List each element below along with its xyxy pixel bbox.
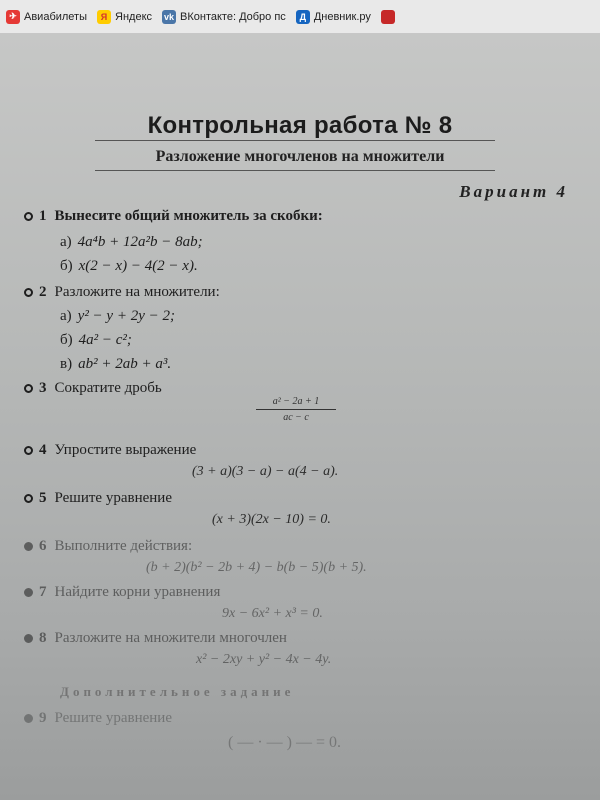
- bookmarks-bar: [0, 0, 600, 34]
- bookmark-aviabilety[interactable]: [6, 10, 87, 24]
- fraction-bar: [256, 409, 336, 410]
- task-number: 4: [39, 442, 47, 458]
- filled-marker-icon: [24, 634, 33, 643]
- circle-marker-icon: [24, 384, 33, 393]
- task-8-expression: x² − 2xy + y² − 4x − 4y.: [196, 652, 332, 667]
- bookmark-other[interactable]: [381, 10, 395, 24]
- task-5: [24, 490, 172, 507]
- task-8: [24, 630, 287, 647]
- page-subtitle: Разложение многочленов на множители: [155, 148, 445, 165]
- task-number: 9: [39, 710, 47, 726]
- task-text: Разложите на множители:: [54, 284, 220, 300]
- task-9: [24, 710, 172, 727]
- bookmark-yandex[interactable]: [97, 10, 152, 24]
- task-2-item-c: [60, 356, 171, 373]
- circle-marker-icon: [24, 494, 33, 503]
- task-number: 7: [39, 584, 47, 600]
- task-6: [24, 538, 192, 555]
- task-text: Сократите дробь: [54, 380, 162, 396]
- task-text: Найдите корни уравнения: [54, 584, 221, 600]
- item-label: а): [60, 234, 72, 250]
- item-label: б): [60, 332, 73, 348]
- task-7: [24, 584, 220, 601]
- task-number: 8: [39, 630, 47, 646]
- task-5-expression: (x + 3)(2x − 10) = 0.: [212, 512, 331, 527]
- filled-marker-icon: [24, 714, 33, 723]
- plane-icon: ✈: [6, 10, 20, 24]
- bookmark-label: ВКонтакте: Добро пс: [180, 10, 286, 23]
- item-label: в): [60, 356, 73, 372]
- task-7-expression: 9x − 6x² + x³ = 0.: [222, 606, 323, 621]
- task-number: 5: [39, 490, 47, 506]
- task-1-item-b: [60, 258, 198, 275]
- task-text: Решите уравнение: [54, 490, 172, 506]
- task-text: Разложите на множители многочлен: [54, 630, 287, 646]
- vk-icon: vk: [164, 11, 175, 22]
- bookmark-label: Дневник.ру: [313, 10, 371, 23]
- task-text: Решите уравнение: [54, 710, 172, 726]
- dnevnik-icon: Д: [296, 10, 310, 24]
- yandex-icon: Я: [97, 10, 111, 24]
- worksheet-page: [0, 34, 600, 800]
- fraction-denominator: ac − c: [283, 412, 309, 423]
- bookmark-label: Яндекс: [115, 10, 153, 23]
- task-number: 3: [39, 380, 47, 396]
- fraction: [256, 396, 336, 423]
- item-expression: x(2 − x) − 4(2 − x).: [78, 258, 198, 274]
- item-expression: 4a² − c²;: [78, 332, 132, 348]
- circle-marker-icon: [24, 288, 33, 297]
- task-4-expression: (3 + a)(3 − a) − a(4 − a).: [192, 464, 339, 479]
- bookmark-label: Авиабилеты: [24, 10, 88, 23]
- task-9-expression-blurred: ( — · — ) — = 0.: [228, 734, 342, 751]
- task-text: Упростите выражение: [54, 442, 197, 458]
- divider: [95, 170, 495, 171]
- extra-heading: Дополнительное задание: [60, 684, 295, 699]
- task-1: [24, 208, 323, 225]
- task-text: Выполните действия:: [54, 538, 193, 554]
- task-number: 6: [39, 538, 47, 554]
- task-2: [24, 284, 220, 301]
- task-1-item-a: [60, 234, 203, 251]
- filled-marker-icon: [24, 588, 33, 597]
- task-3: [24, 380, 162, 397]
- task-number: 1: [39, 208, 47, 224]
- task-text: Вынесите общий множитель за скобки:: [54, 208, 323, 224]
- task-2-item-b: [60, 332, 132, 349]
- divider: [95, 140, 495, 141]
- task-2-item-a: [60, 308, 175, 325]
- task-6-expression: (b + 2)(b² − 2b + 4) − b(b − 5)(b + 5).: [146, 560, 367, 575]
- bookmark-dnevnik[interactable]: [296, 10, 371, 24]
- item-expression: y² − y + 2y − 2;: [77, 308, 175, 324]
- bookmark-vk[interactable]: [162, 10, 286, 24]
- item-label: а): [60, 308, 72, 324]
- variant-label: Вариант 4: [459, 182, 568, 201]
- fraction-numerator: a² − 2a + 1: [272, 396, 320, 407]
- circle-marker-icon: [24, 446, 33, 455]
- item-expression: ab² + 2ab + a³.: [78, 356, 172, 372]
- item-expression: 4a⁴b + 12a²b − 8ab;: [77, 234, 203, 250]
- task-4: [24, 442, 196, 459]
- item-label: б): [60, 258, 73, 274]
- circle-marker-icon: [24, 212, 33, 221]
- filled-marker-icon: [24, 542, 33, 551]
- bookmark-icon: [381, 10, 395, 24]
- page-title: Контрольная работа № 8: [147, 112, 453, 139]
- task-number: 2: [39, 284, 47, 300]
